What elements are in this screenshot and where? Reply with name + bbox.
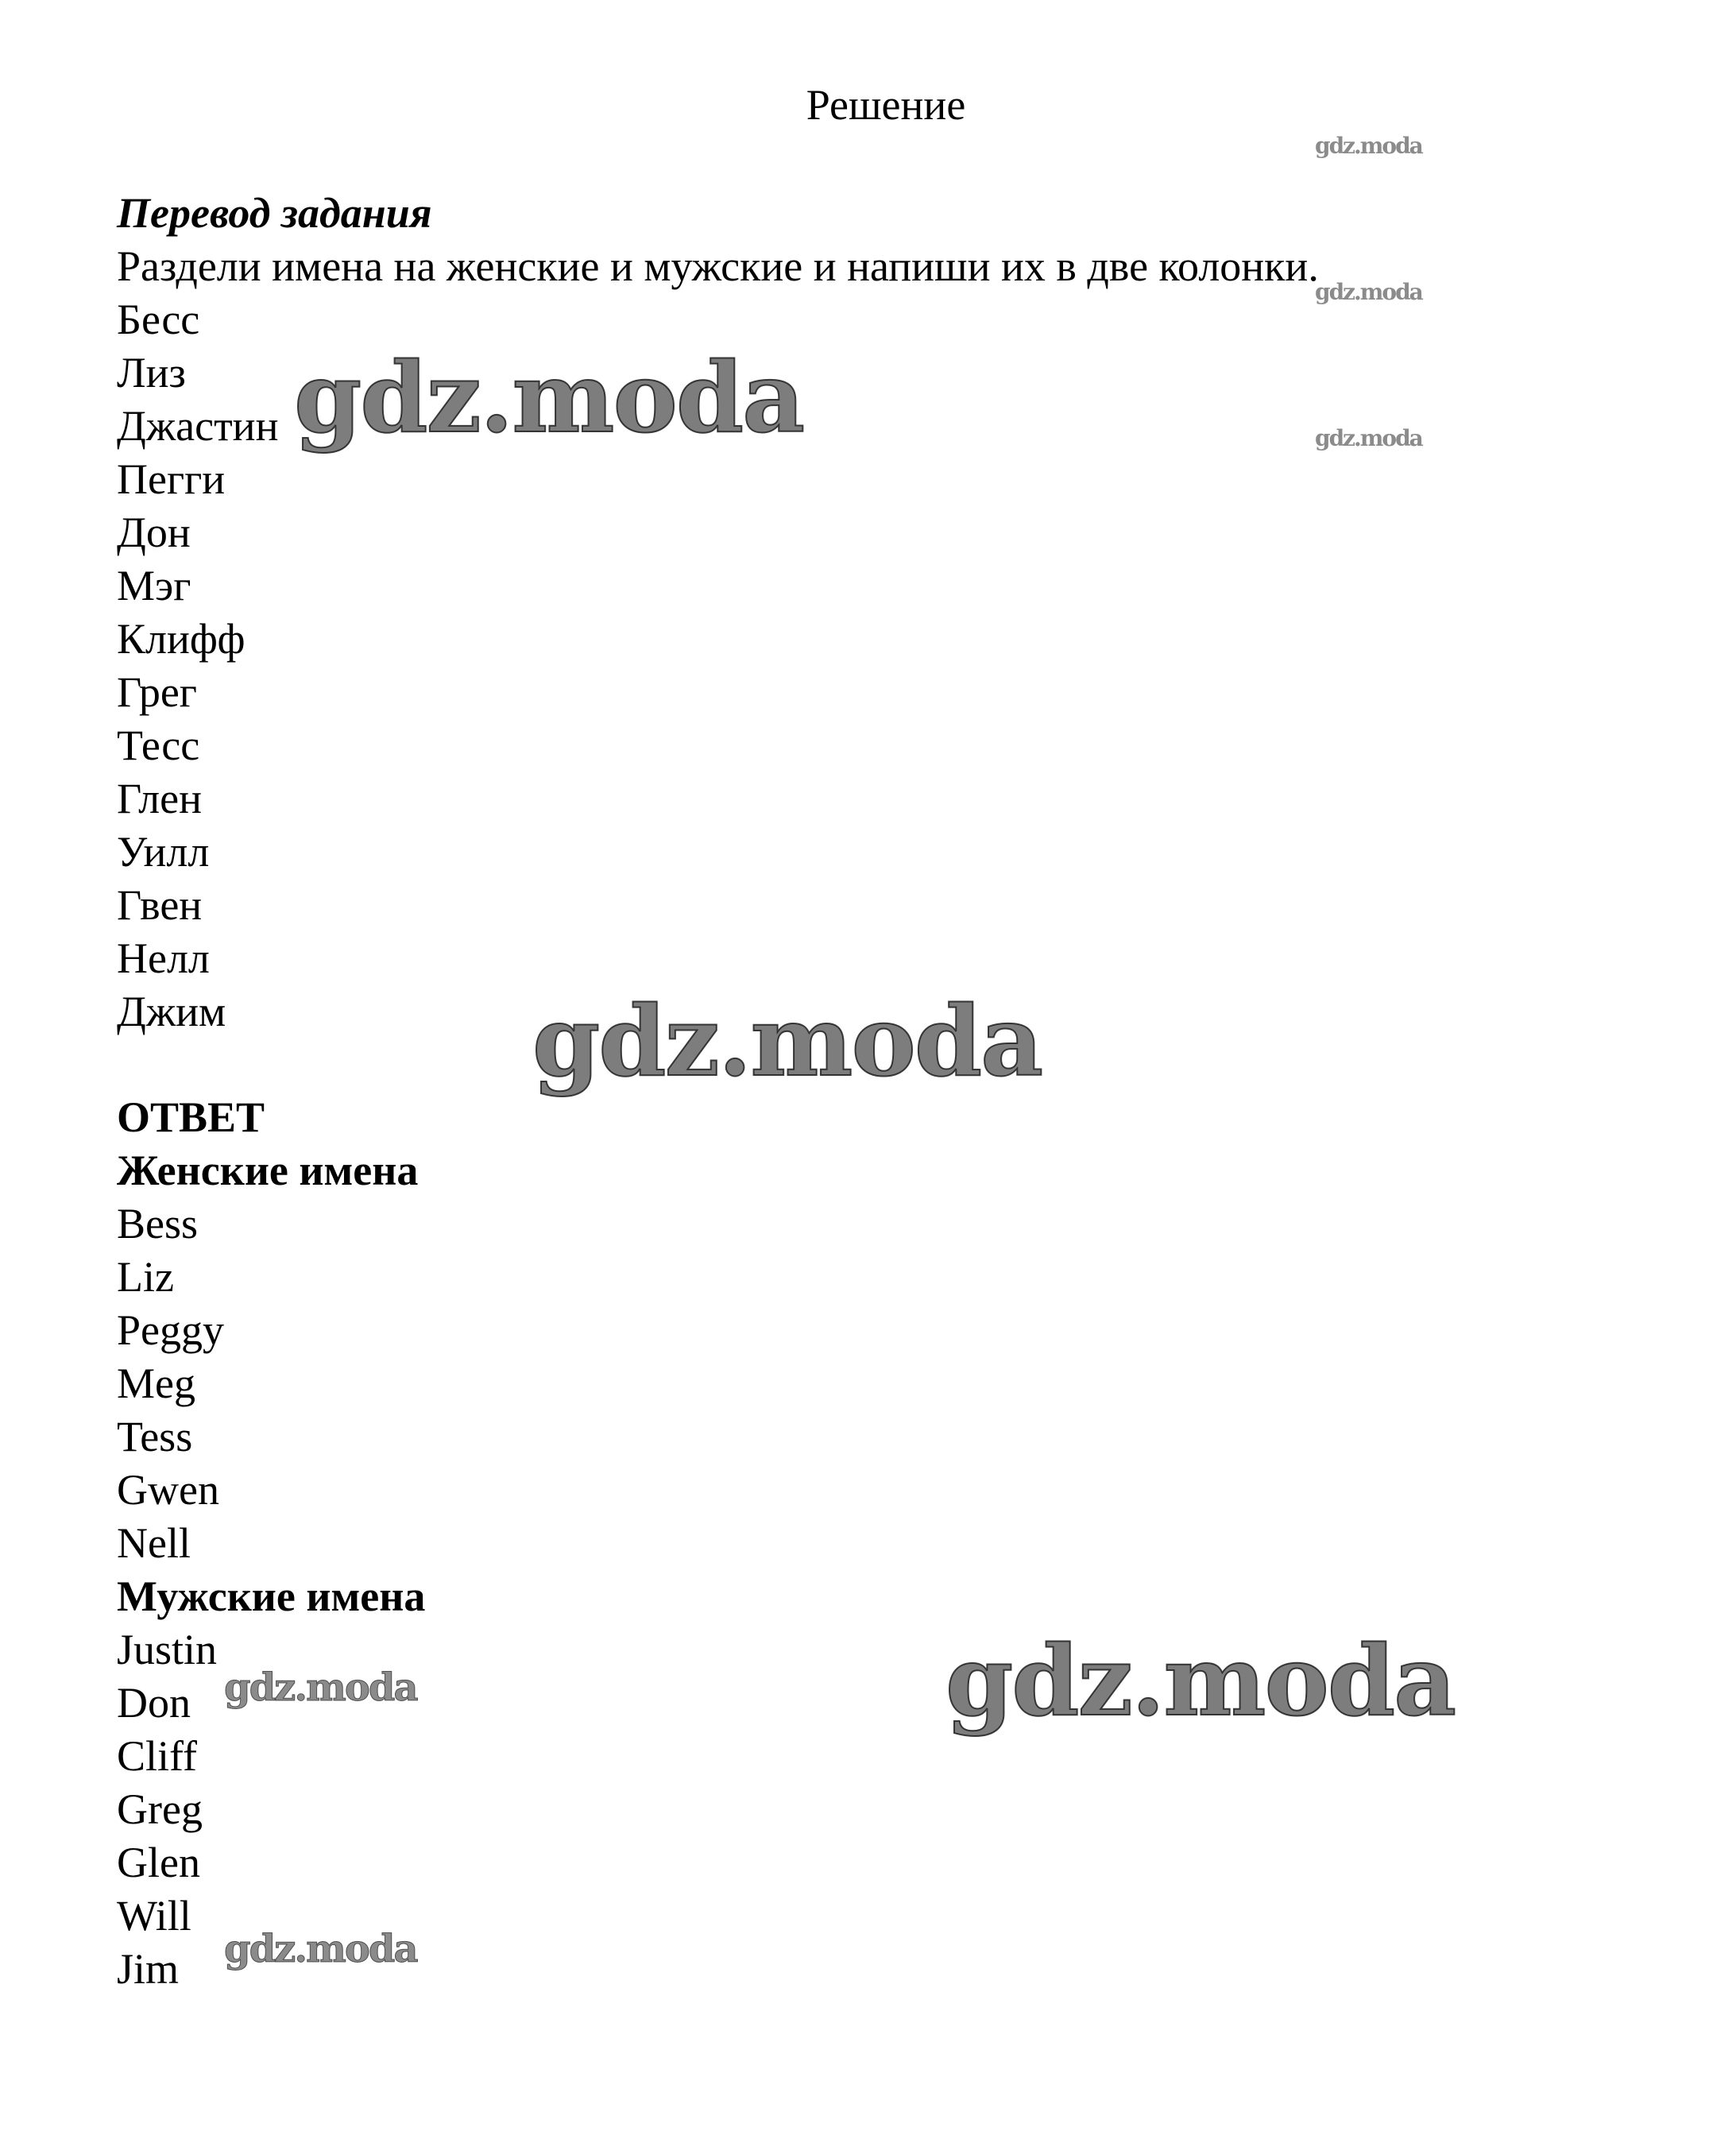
- list-item: Jim: [117, 1945, 180, 1993]
- answer-heading: ОТВЕТ: [117, 1093, 265, 1141]
- list-item: Greg: [117, 1785, 203, 1833]
- watermark: gdz.moda: [1315, 279, 1422, 305]
- list-item: Мэг: [117, 562, 191, 609]
- page-title: Решение: [806, 81, 966, 129]
- translation-heading: Перевод задания: [117, 189, 432, 237]
- list-item: Нелл: [117, 934, 210, 982]
- section-spacer: [117, 1038, 1626, 1091]
- list-item: Bess: [117, 1200, 199, 1247]
- list-item: Cliff: [117, 1732, 198, 1780]
- list-item: Джим: [117, 988, 226, 1035]
- list-item: Глен: [117, 775, 202, 822]
- list-item: Don: [117, 1679, 191, 1727]
- list-item: Дон: [117, 509, 191, 556]
- list-item: Meg: [117, 1360, 195, 1407]
- list-item: Пегги: [117, 455, 226, 503]
- document-body: [117, 187, 1626, 1996]
- list-item: Джастин: [117, 402, 279, 450]
- list-item: Тесс: [117, 721, 200, 769]
- watermark: gdz.moda: [1315, 425, 1422, 451]
- female-names-heading: Женские имена: [117, 1147, 419, 1194]
- list-item: Gwen: [117, 1466, 219, 1514]
- watermark: gdz.moda: [224, 1927, 417, 1971]
- watermark: gdz.moda: [945, 1623, 1456, 1738]
- list-item: Клифф: [117, 615, 246, 663]
- translation-instruction: Раздели имена на женские и мужские и напиши их в две колонки.: [117, 242, 1319, 290]
- list-item: Гвен: [117, 881, 203, 929]
- watermark: gdz.moda: [1315, 133, 1422, 159]
- male-names-list: [117, 1623, 1626, 1996]
- watermark: gdz.moda: [294, 340, 804, 454]
- watermark: gdz.moda: [224, 1665, 417, 1710]
- list-item: Justin: [117, 1626, 218, 1673]
- list-item: Liz: [117, 1253, 174, 1301]
- male-names-heading: Мужские имена: [117, 1572, 426, 1620]
- translated-names-list: [117, 293, 1626, 1038]
- list-item: Tess: [117, 1413, 193, 1460]
- list-item: Бесс: [117, 296, 200, 343]
- list-item: Лиз: [117, 349, 186, 396]
- list-item: Уилл: [117, 828, 210, 876]
- list-item: Nell: [117, 1519, 191, 1567]
- female-names-list: [117, 1197, 1626, 1570]
- list-item: Грег: [117, 668, 197, 716]
- list-item: Glen: [117, 1839, 200, 1886]
- list-item: Will: [117, 1892, 191, 1940]
- watermark: gdz.moda: [532, 984, 1042, 1098]
- list-item: Peggy: [117, 1306, 224, 1354]
